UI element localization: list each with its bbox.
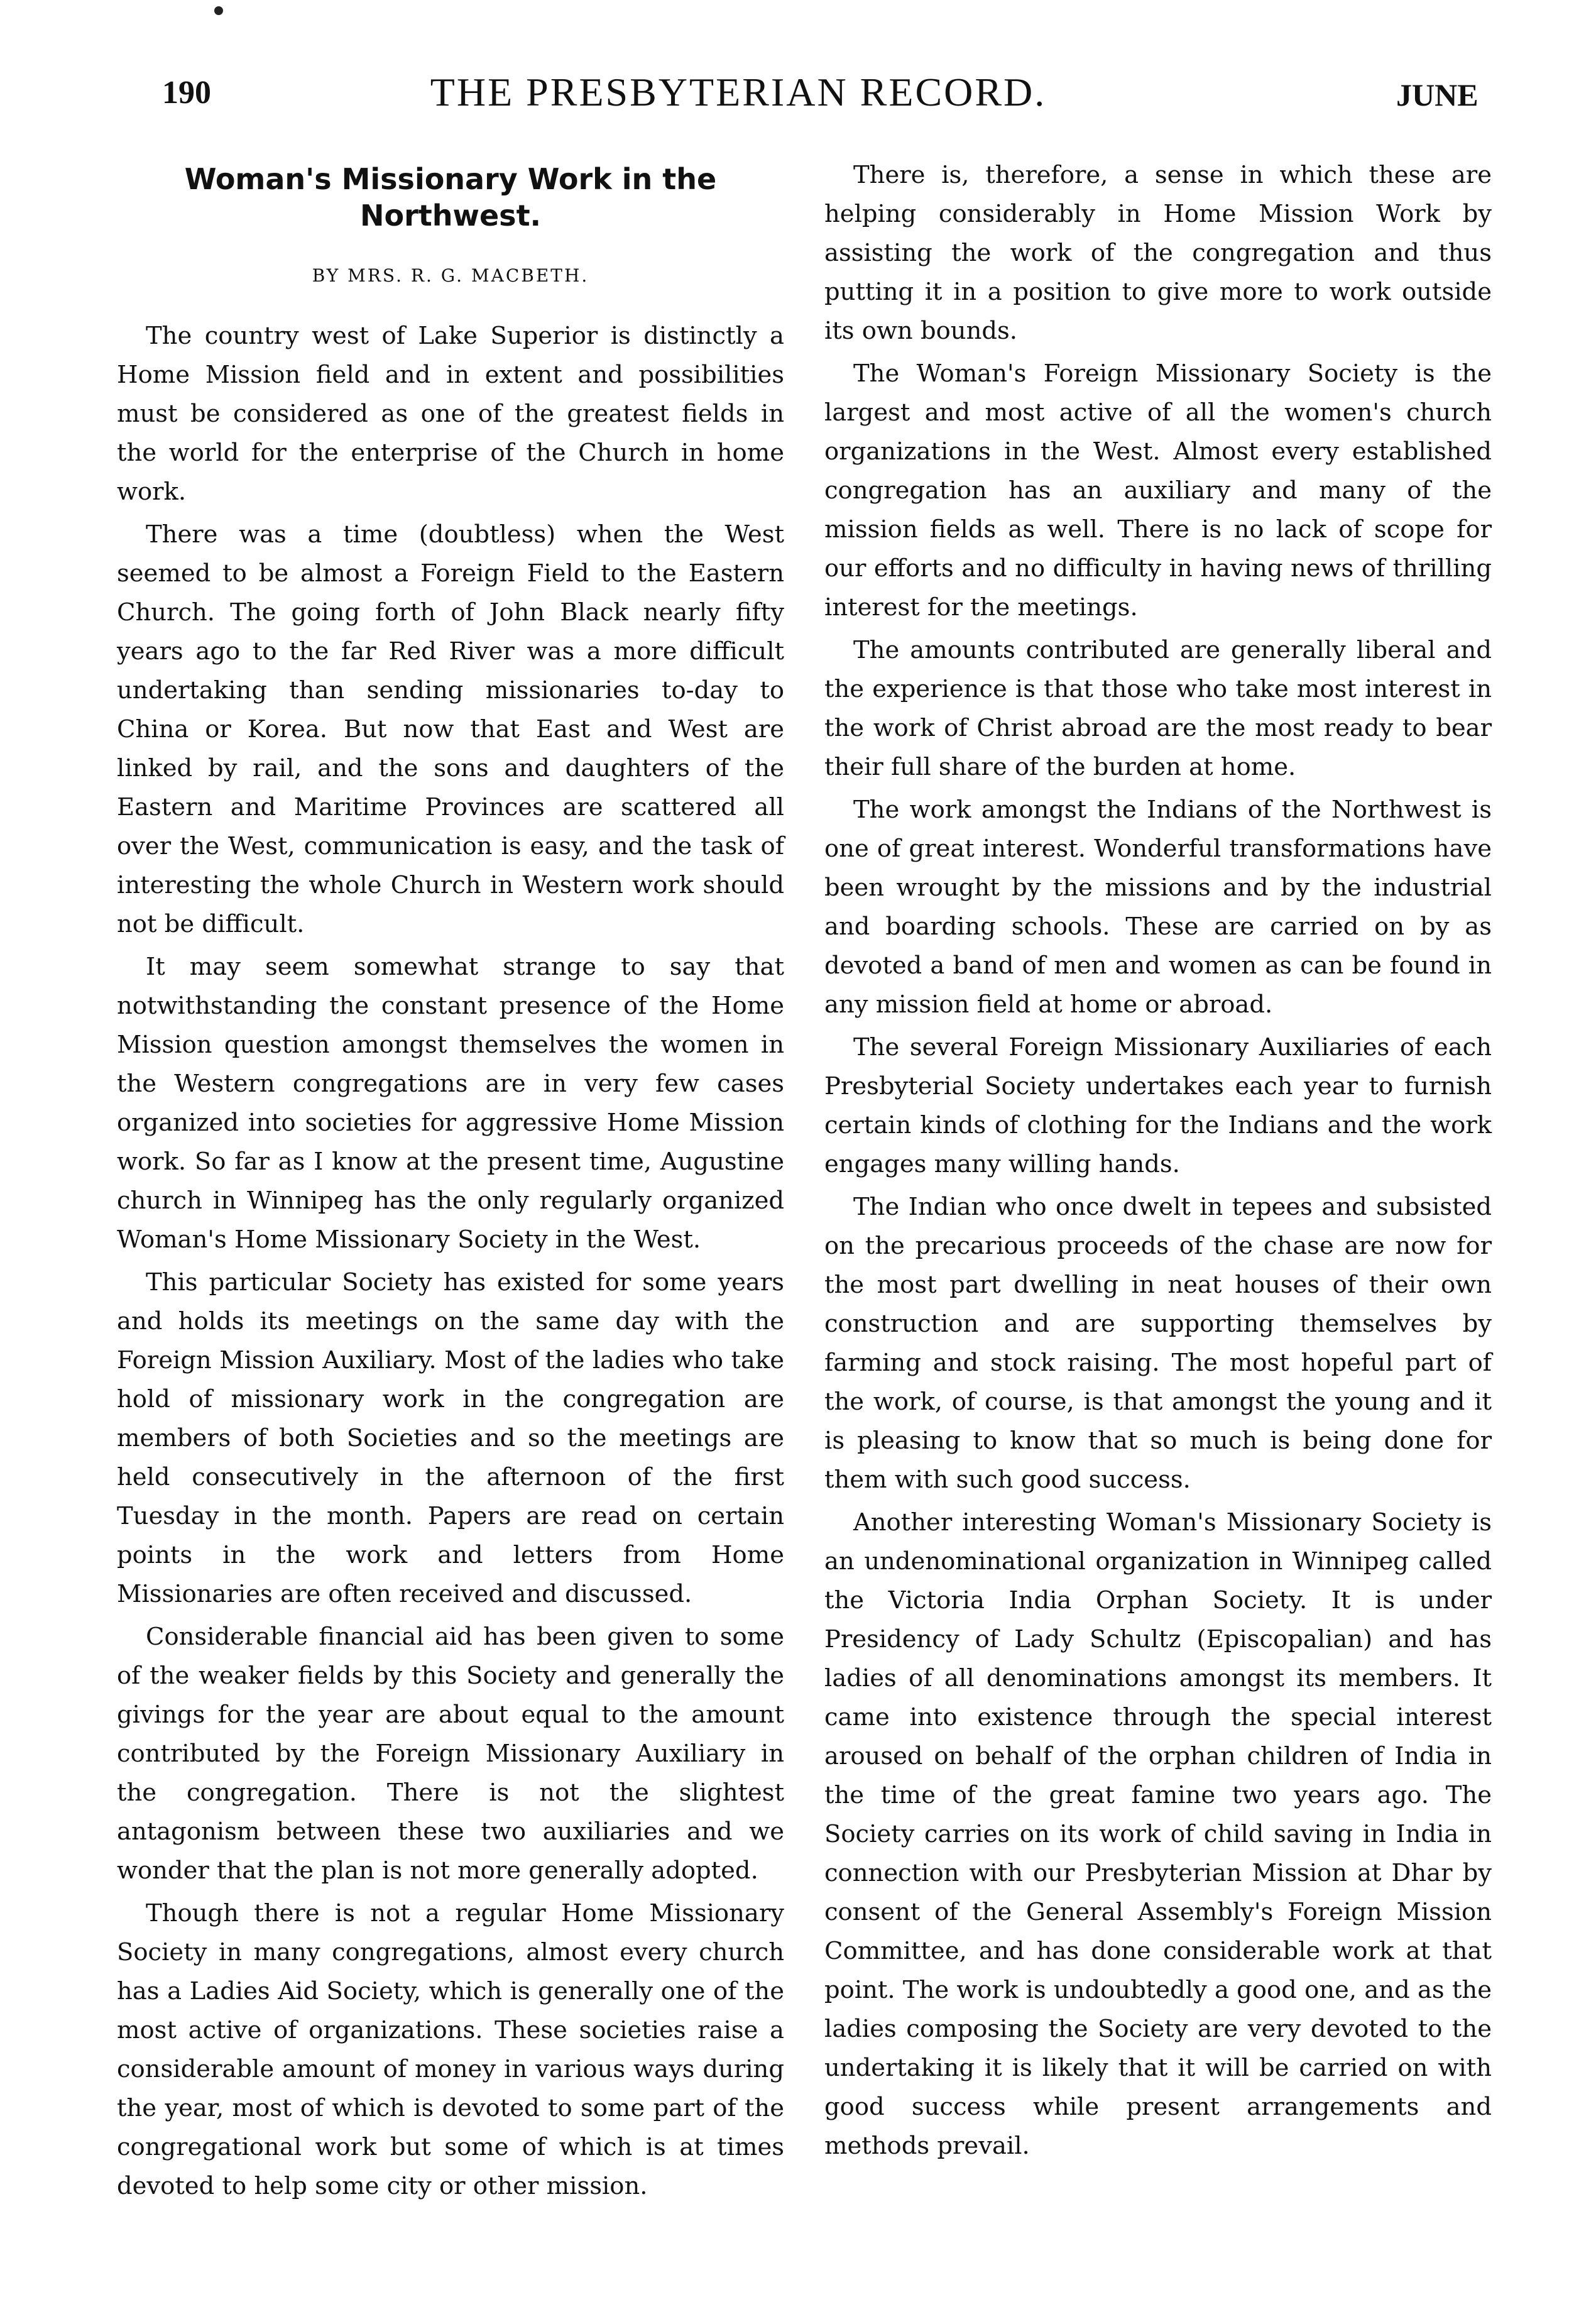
paragraph: The Woman's Foreign Missionary Society is the largest and most active of all the women's church organizations in the West. Almost every established congregation has an auxiliary and many of the mission fields as well. There is no lack of scope for our efforts and no difficulty in having news of thrilling interest for the meetings. — [824, 359, 1492, 622]
paragraph: Considerable financial aid has been given to some of the weaker fields by this Society and generally the givings for the year are about equal to the amount contributed by the Foreign Missionary Auxiliary in the congregation. There is not the slightest antagonism between these two auxiliaries and we wonder that the plan is not more generally adopted. — [117, 1623, 784, 1885]
paragraph: Another interesting Woman's Missionary Society is an undenominational organization in Winnipeg called the Victoria India Orphan Society. It is under Presidency of Lady Schultz (Episcopalian) and has ladies of all denominations amongst its members. It came into existence through the special interest aroused on behalf of the orphan children of India in the time of the great famine two years ago. The Society carries on its work of child saving in India in connection with our Presbyterian Mission at Dhar by consent of the General Assembly's Foreign Mission Committee, and has done considerable work at that point. The work is undoubtedly a good one, and as the ladies composing the Society are very devoted to the undertaking it is likely that it will be carried on with good success while present arrangements and methods prevail. — [824, 1508, 1492, 2160]
paragraph: There was a time (doubtless) when the West seemed to be almost a Foreign Field to the Eastern Church. The going forth of John Black nearly fifty years ago to the far Red River was a more difficult undertaking than sending missionaries to-day to China or Korea. But now that East and West are linked by rail, and the sons and daughters of the Eastern and Maritime Provinces are scattered all over the West, communication is easy, and the task of interesting the whole Church in Western work should not be difficult. — [117, 520, 784, 938]
left-column — [117, 156, 784, 2210]
paragraph: There is, therefore, a sense in which these are helping considerably in Home Mission Work by assisting the work of the congregation and thus putting it in a position to give more to work outside its own bounds. — [824, 161, 1492, 345]
paragraph: The Indian who once dwelt in tepees and subsisted on the precarious proceeds of the chase are now for the most part dwelling in neat houses of their own construction and are supporting themselves by farming and stock raising. The most hopeful part of the work, of course, is that amongst the young and it is pleasing to know that so much is being done for them with such good success. — [824, 1193, 1492, 1494]
journal-title: THE PRESBYTERIAN RECORD. — [430, 70, 1047, 114]
page-number: 190 — [162, 75, 211, 111]
page-header — [0, 70, 1596, 131]
paragraph: The country west of Lake Superior is distinctly a Home Mission field and in extent and possibilities must be considered as one of the greatest fields in the world for the enterprise of the Church in home work. — [117, 322, 784, 506]
paragraph: It may seem somewhat strange to say that notwithstanding the constant presence of the Home Mission question amongst themselves the women in the Western congregations are in very few cases organized into societies for aggressive Home Mission work. So far as I know at the present time, Augustine church in Winnipeg has the only regularly organized Woman's Home Missionary Society in the West. — [117, 953, 784, 1254]
ink-dot — [214, 6, 223, 15]
paragraph: The amounts contributed are generally liberal and the experience is that those who take most interest in the work of Christ abroad are the most ready to bear their full share of the burden at home. — [824, 636, 1492, 781]
paragraph: Though there is not a regular Home Missionary Society in many congregations, almost every church has a Ladies Aid Society, which is generally one of the most active of organizations. These societies raise a considerable amount of money in various ways during the year, most of which is devoted to some part of the congregational work but some of which is at times devoted to help some city or other mission. — [117, 1899, 784, 2200]
issue-month: JUNE — [1396, 77, 1478, 112]
paragraph: The work amongst the Indians of the Northwest is one of great interest. Wonderful transformations have been wrought by the missions and by the industrial and boarding schools. These are carried on by as devoted a band of men and women as can be found in any mission field at home or abroad. — [824, 796, 1492, 1019]
paragraph: This particular Society has existed for some years and holds its meetings on the same day with the Foreign Mission Auxiliary. Most of the ladies who take hold of missionary work in the congregation are members of both Societies and so the meetings are held consecutively in the afternoon of the first Tuesday in the month. Papers are read on certain points in the work and letters from Home Missionaries are often received and discussed. — [117, 1268, 784, 1608]
article-title: Woman's Missionary Work in the Northwest. — [184, 162, 717, 233]
paragraph: The several Foreign Missionary Auxiliaries of each Presbyterial Society undertakes each year to furnish certain kinds of clothing for the Indians and the work engages many willing hands. — [824, 1033, 1492, 1178]
article-byline: BY MRS. R. G. MACBETH. — [312, 265, 589, 286]
right-column — [824, 156, 1492, 2169]
